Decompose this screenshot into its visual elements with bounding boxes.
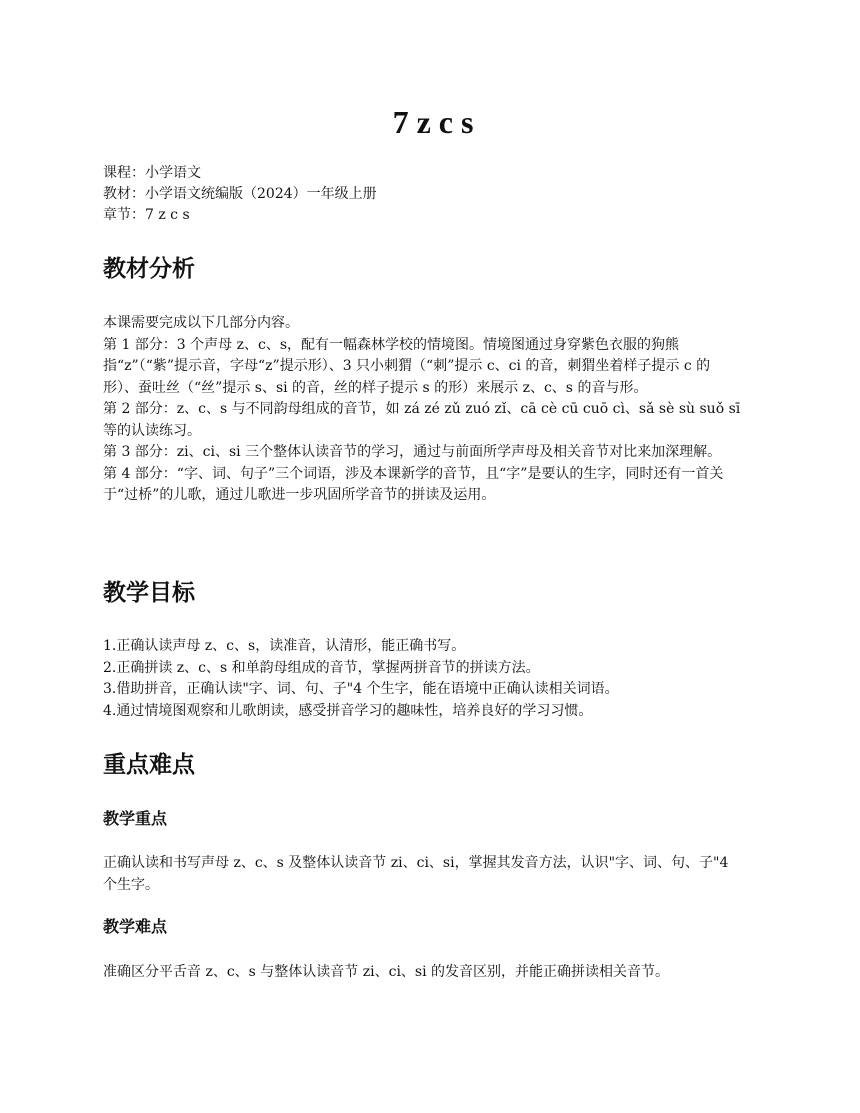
difficult-points-text — [103, 962, 743, 984]
document-title: 7 z c s — [392, 104, 474, 140]
meta-textbook: 教材：小学语文统编版（2024）一年级上册 — [103, 186, 377, 202]
analysis-paragraph: 本课需要完成以下几部分内容。 — [103, 315, 299, 331]
goal-item: 4.通过情境图观察和儿歌朗读，感受拼音学习的趣味性，培养良好的学习习惯。 — [103, 702, 593, 719]
analysis-paragraph: 第 1 部分：3 个声母 z、c、s，配有一幅森林学校的情境图。情境图通过身穿紫色衣服的狗熊指“z”（“紫”提示音，字母“z”提示形）、3 只小刺猬（“刺”提示 c、ci 的音，刺猬坐着样子提示 c 的形）、蚕吐丝（“丝”提示 s、si 的音，丝的样子提示 s 的形）来展示 z、c、s 的音与形。 — [103, 336, 711, 396]
goal-item: 3.借助拼音，正确认读"字、词、句、子"4 个生字，能在语境中正确认读相关词语。 — [103, 681, 619, 697]
goal-item: 1.正确认读声母 z、c、s，读准音，认清形，能正确书写。 — [103, 638, 466, 654]
key-points-text — [103, 853, 743, 896]
analysis-section — [103, 313, 743, 507]
goals-list — [103, 636, 743, 722]
analysis-paragraph: 第 3 部分：zi、ci、si 三个整体认读音节的学习，通过与前面所学声母及相关音节对比来加深理解。 — [103, 444, 722, 460]
difficult-points-paragraph: 准确区分平舌音 z、c、s 与整体认读音节 zi、ci、si 的发音区别，并能正确拼读相关音节。 — [103, 964, 670, 980]
heading-key-points: 教学重点 — [103, 809, 168, 828]
heading-focus: 重点难点 — [103, 752, 195, 778]
key-points-paragraph: 正确认读和书写声母 z、c、s 及整体认读音节 zi、ci、si，掌握其发音方法，认识"字、词、句、子"4 个生字。 — [103, 855, 729, 893]
heading-goals: 教学目标 — [103, 580, 195, 606]
meta-chapter: 章节：7 z c s — [103, 207, 190, 223]
meta-course: 课程：小学语文 — [103, 165, 201, 181]
analysis-paragraph: 第 4 部分：“字、词、句子”三个词语，涉及本课新学的音节，且“字”是要认的生字，同时还有一首关于“过桥”的儿歌，通过儿歌进一步巩固所学音节的拼读及运用。 — [103, 465, 724, 503]
heading-analysis: 教材分析 — [103, 256, 195, 282]
heading-difficult-points: 教学难点 — [103, 917, 168, 936]
course-meta — [103, 163, 763, 226]
analysis-paragraph: 第 2 部分：z、c、s 与不同韵母组成的音节，如 zá zé zǔ zuó zǐ、cā cè cū cuō cì、sǎ sè sù suǒ sī等的认读练习。 — [103, 401, 741, 439]
goal-item: 2.正确拼读 z、c、s 和单韵母组成的音节，掌握两拼音节的拼读方法。 — [103, 659, 540, 676]
